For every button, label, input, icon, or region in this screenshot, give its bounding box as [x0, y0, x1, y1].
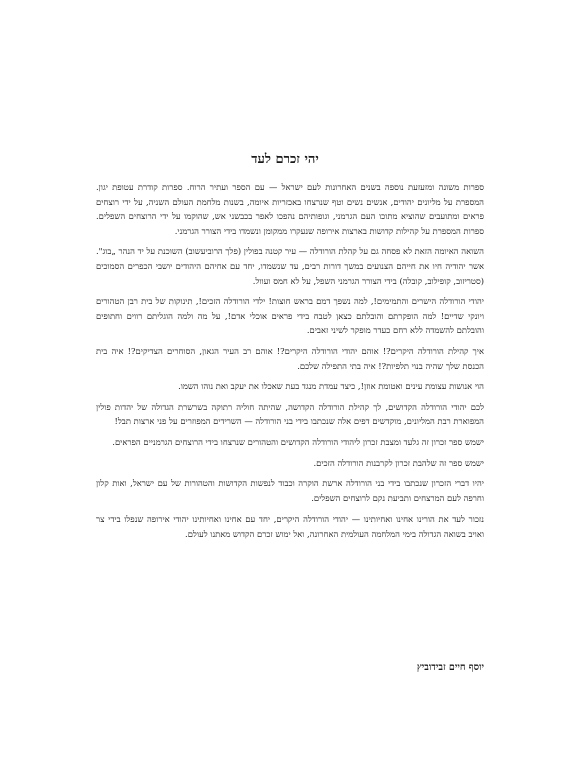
author-signature: יוסף חיים זבידוביץ	[416, 662, 484, 673]
paragraph-honor-and-shame: יהיו דברי הזכרון שנכתבו בידי בני הורודלה ארשת הוקרה וכבוד לנפשות הקדושות והטהורות של עם ישראל, ואות קלון וחרפה לעם המרצחים ותביעת נקם לרוצחים השפלים.	[96, 478, 484, 503]
paragraph-flame-of-memory: ישמש ספר זה שלהבת זכרון לקרבנות הורודלה הזכים.	[313, 457, 484, 468]
paragraph-horodlo-holocaust: השואה האיומה הזאת לא פסחה גם על קהלת הורודלה — עיר קטנה בפולין (פלך הרוביעשוב) השוכנת על יד הנהר „בוג". אשר יהודיה חיו את חייהם הצנועים במשך דורות רבים, עד שנשמדו, יחד עם אחיהם היהודים יושבי הכפרים הסמוכים (סטריזוב, קופילוב, קובלה) בידי הצורר הגרמני השפל, על לא חמס ועוול.	[96, 246, 484, 286]
paragraph-humanity: הוי אנושות עצומת עינים ואטומת אוזן!, כיצד עמדת מנגד בעת שאכלו את יעקב ואת נוהו השמו.	[178, 381, 484, 392]
paragraph-where-are-they: איך קהילת הורודלה היקרים?! אוהם יהודי הורודלה היקרים?! אוהם רב העיר הגאון, הסוחרים הצדיקים?! איה בית הכנסת שלך שהיה בנוי תלפיות?! איה בתי התפילה שלכם.	[96, 345, 484, 371]
paragraph-intro: ספרות משונה ומזעזעת נוספה בשנים האחרונות לעם ישראל — עם הספר ועתיר הרוח. ספרות קודרת עטופת יגון. המספרת על מליונים יהודים, אנשים נשים וטף שנרצחו באכזריות איומה, בשנות מלחמת העולם השניה, על ידי רוצחים פראים ומתועבים שהוציא מתוכו העם הגרמני, וגופותיהם נהפכו לאפר בכבשני אש, שהוקמו על ידי הרוצחים השפלים. ספרות המספרת על קהילות קדושות בארצות אירופה שנעקרו ממקומן ונשמדו בידי הצורר הגרמני.	[96, 182, 484, 236]
paragraph-remember-forever: נזכור לעד את הורינו אחינו ואחיותינו — יהודי הורודלה היקרים, יחד עם אחינו ואחיותינו יהודי אירופה שנפלו בידי צר ואויב בשואה הגדולה בימי המלחמה העולמית האחרונה, ואל ימוש זכרם הקדוש מאתנו לעולם.	[96, 514, 484, 539]
page-title: יהי זכרם לעד	[251, 152, 319, 167]
memorial-text-body	[96, 180, 484, 547]
paragraph-dedication: לכם יהודי הורודלה הקדושים, לך קהילת הורודלה הקדושה, שהיתה חוליה רתוקה בשרשרת הגדולה של יהדות פולין המפוארת רבת המליונים, מוקדשים דפים אלה שנכתבו בידי בני הורודלה — השרידים המפוזרים על פני ארצות תבל!	[96, 401, 484, 427]
paragraph-lament-jews: יהודי הורודלה הישרים והתמימים!, למה נשפך דמם בראש חוצות! ילדי הורודלה הזכים!, תינוקות של בית רבן הטהורים ויונקי שדיים! למה הופקרתם והובלתם כצאן לטבח בידי פראים אוכלי אדם!, על מה ולמה הוגליתם רווים וחתופים והובלתם להשמדה ללא רחם כעדר מופקר לשיני זאבים.	[96, 296, 484, 336]
paragraph-memorial-stone: ישמש ספר זכרון זה גלעד ומצבת זכרון ליהודי הורודלה הקדושים והטהורים שנרצחו בידי הרוצחים הגרמניים הפראים.	[112, 436, 484, 447]
